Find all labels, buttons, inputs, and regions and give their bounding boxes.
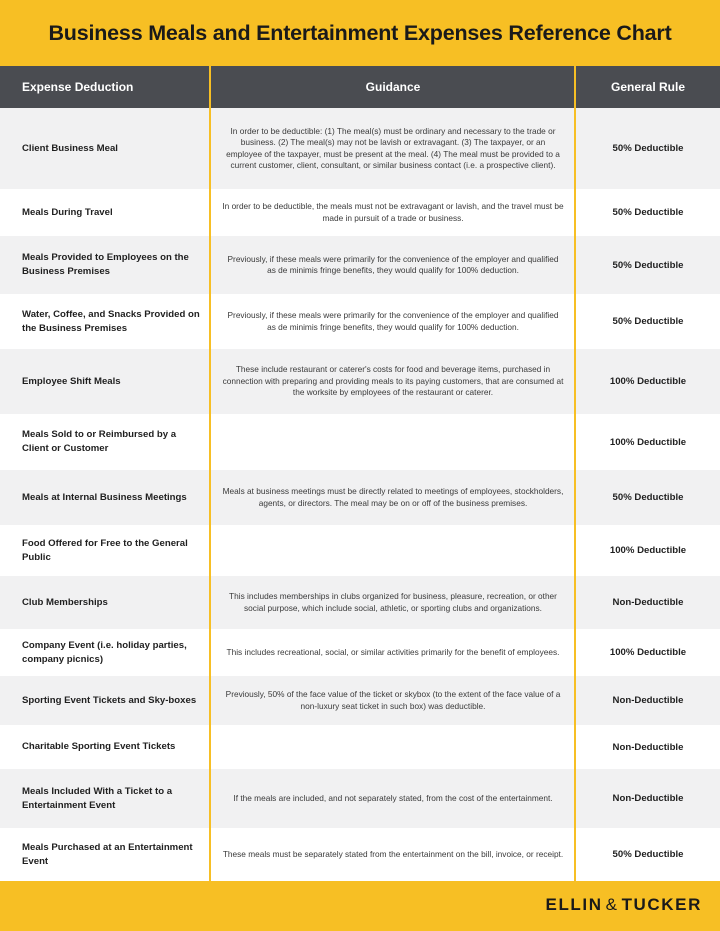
header-expense-deduction: Expense Deduction (22, 80, 134, 94)
deduction-label: Company Event (i.e. holiday parties, company picnics) (22, 639, 187, 665)
reference-table (0, 66, 720, 881)
deduction-label: Sporting Event Tickets and Sky-boxes (22, 694, 197, 706)
page-title: Business Meals and Entertainment Expenses Reference Chart (48, 20, 672, 45)
guidance-text: Previously, if these meals were primarily for the convenience of the employer and qualified as de minimis fringe benefits, they would qualify for 100% deduction. (227, 253, 559, 275)
rule-value: 100% Deductible (609, 376, 687, 387)
guidance-text: Previously, 50% of the face value of the ticket or skybox (to the extent of the face value of a non-luxury seat ticket in such box) was deductible. (225, 689, 561, 711)
header-general-rule: General Rule (610, 80, 686, 94)
table-row (0, 525, 720, 576)
rule-value: Non-Deductible (612, 741, 684, 753)
guidance-text: In order to be deductible: (1) The meal(s) must be ordinary and necessary to the trade or business. (2) The meal(s) may not be lavish or extravagant. (3) The taxpayer, or an employee of the taxpayer, must be present at the meal. (4) The meal must be provided to a current customer, client, consultant, or similar business contact (i.e. a prospective client). (226, 125, 560, 170)
guidance-text (222, 725, 564, 769)
deduction-label: Employee Shift Meals (22, 375, 121, 387)
table-row (0, 725, 720, 769)
title-bar (0, 0, 720, 66)
deduction-label: Meals Sold to or Reimbursed by a Client or Customer (22, 429, 177, 454)
guidance-text: Previously, if these meals were primarily for the convenience of the employer and qualified as de minimis fringe benefits, they would qualify for 100% deduction. (227, 310, 559, 332)
brand-name-right: TUCKER (621, 895, 702, 914)
brand-name-left: ELLIN (545, 895, 603, 914)
deduction-label: Food Offered for Free to the General Public (22, 537, 188, 563)
rule-value: Non-Deductible (612, 695, 684, 706)
column-divider (574, 66, 576, 881)
deduction-label: Charitable Sporting Event Tickets (22, 741, 176, 752)
guidance-text: Meals at business meetings must be directly related to meetings of employees, stockholders, agents, or directors. The meal may be on or off of the business premises. (222, 486, 564, 508)
rule-value: 100% Deductible (609, 436, 687, 448)
table-row (0, 108, 720, 189)
header-guidance: Guidance (365, 80, 421, 94)
table-row (0, 236, 720, 294)
rule-value: Non-Deductible (612, 793, 684, 804)
rule-value: 50% Deductible (612, 143, 684, 154)
guidance-text: This includes memberships in clubs organized for business, pleasure, recreation, or other social purpose, which include social, athletic, or sporting clubs and organizations. (229, 591, 557, 613)
guidance-text (222, 525, 564, 576)
rule-value: 100% Deductible (609, 545, 687, 556)
table-row (0, 470, 720, 525)
guidance-text: If the meals are included, and not separately stated, from the cost of the entertainment. (233, 792, 553, 803)
deduction-label: Meals at Internal Business Meetings (22, 491, 187, 503)
guidance-text: This includes recreational, social, or similar activities primarily for the benefit of employees. (226, 646, 560, 657)
guidance-text: These meals must be separately stated from the entertainment on the bill, invoice, or receipt. (222, 848, 564, 859)
rule-value: 50% Deductible (612, 849, 684, 860)
rule-value: 50% Deductible (612, 492, 684, 503)
deduction-label: Client Business Meal (22, 142, 118, 154)
table-header (0, 66, 720, 108)
deduction-label: Meals Purchased at an Entertainment Event (22, 841, 193, 867)
deduction-label: Club Memberships (22, 596, 108, 608)
brand-logo (546, 895, 703, 915)
brand-ampersand: & (605, 895, 619, 914)
table-row (0, 414, 720, 470)
guidance-text: These include restaurant or caterer's costs for food and beverage items, purchased in connection with preparing and providing meals to its paying customers, that are consumed at the worksite by employees of the restaurant or caterer. (222, 364, 564, 398)
table-row (0, 629, 720, 676)
rule-value: 100% Deductible (609, 647, 687, 658)
table-row (0, 769, 720, 828)
footer-bar (0, 881, 720, 931)
deduction-label: Water, Coffee, and Snacks Provided on the Business Premises (22, 308, 200, 334)
guidance-text: In order to be deductible, the meals must not be extravagant or lavish, and the travel must be made in pursuit of a trade or business. (222, 201, 564, 223)
deduction-label: Meals During Travel (22, 206, 113, 218)
deduction-label: Meals Provided to Employees on the Business Premises (22, 252, 189, 277)
table-row (0, 189, 720, 236)
deduction-label: Meals Included With a Ticket to a Entertainment Event (22, 785, 173, 811)
rule-value: 50% Deductible (612, 316, 684, 327)
table-row (0, 828, 720, 881)
guidance-text (222, 414, 564, 470)
table-row (0, 676, 720, 725)
table-row (0, 349, 720, 414)
table-row (0, 294, 720, 349)
rule-value: 50% Deductible (612, 259, 684, 271)
rule-value: 50% Deductible (612, 207, 684, 218)
table-row (0, 576, 720, 629)
column-divider (209, 66, 211, 881)
rule-value: Non-Deductible (612, 597, 684, 608)
